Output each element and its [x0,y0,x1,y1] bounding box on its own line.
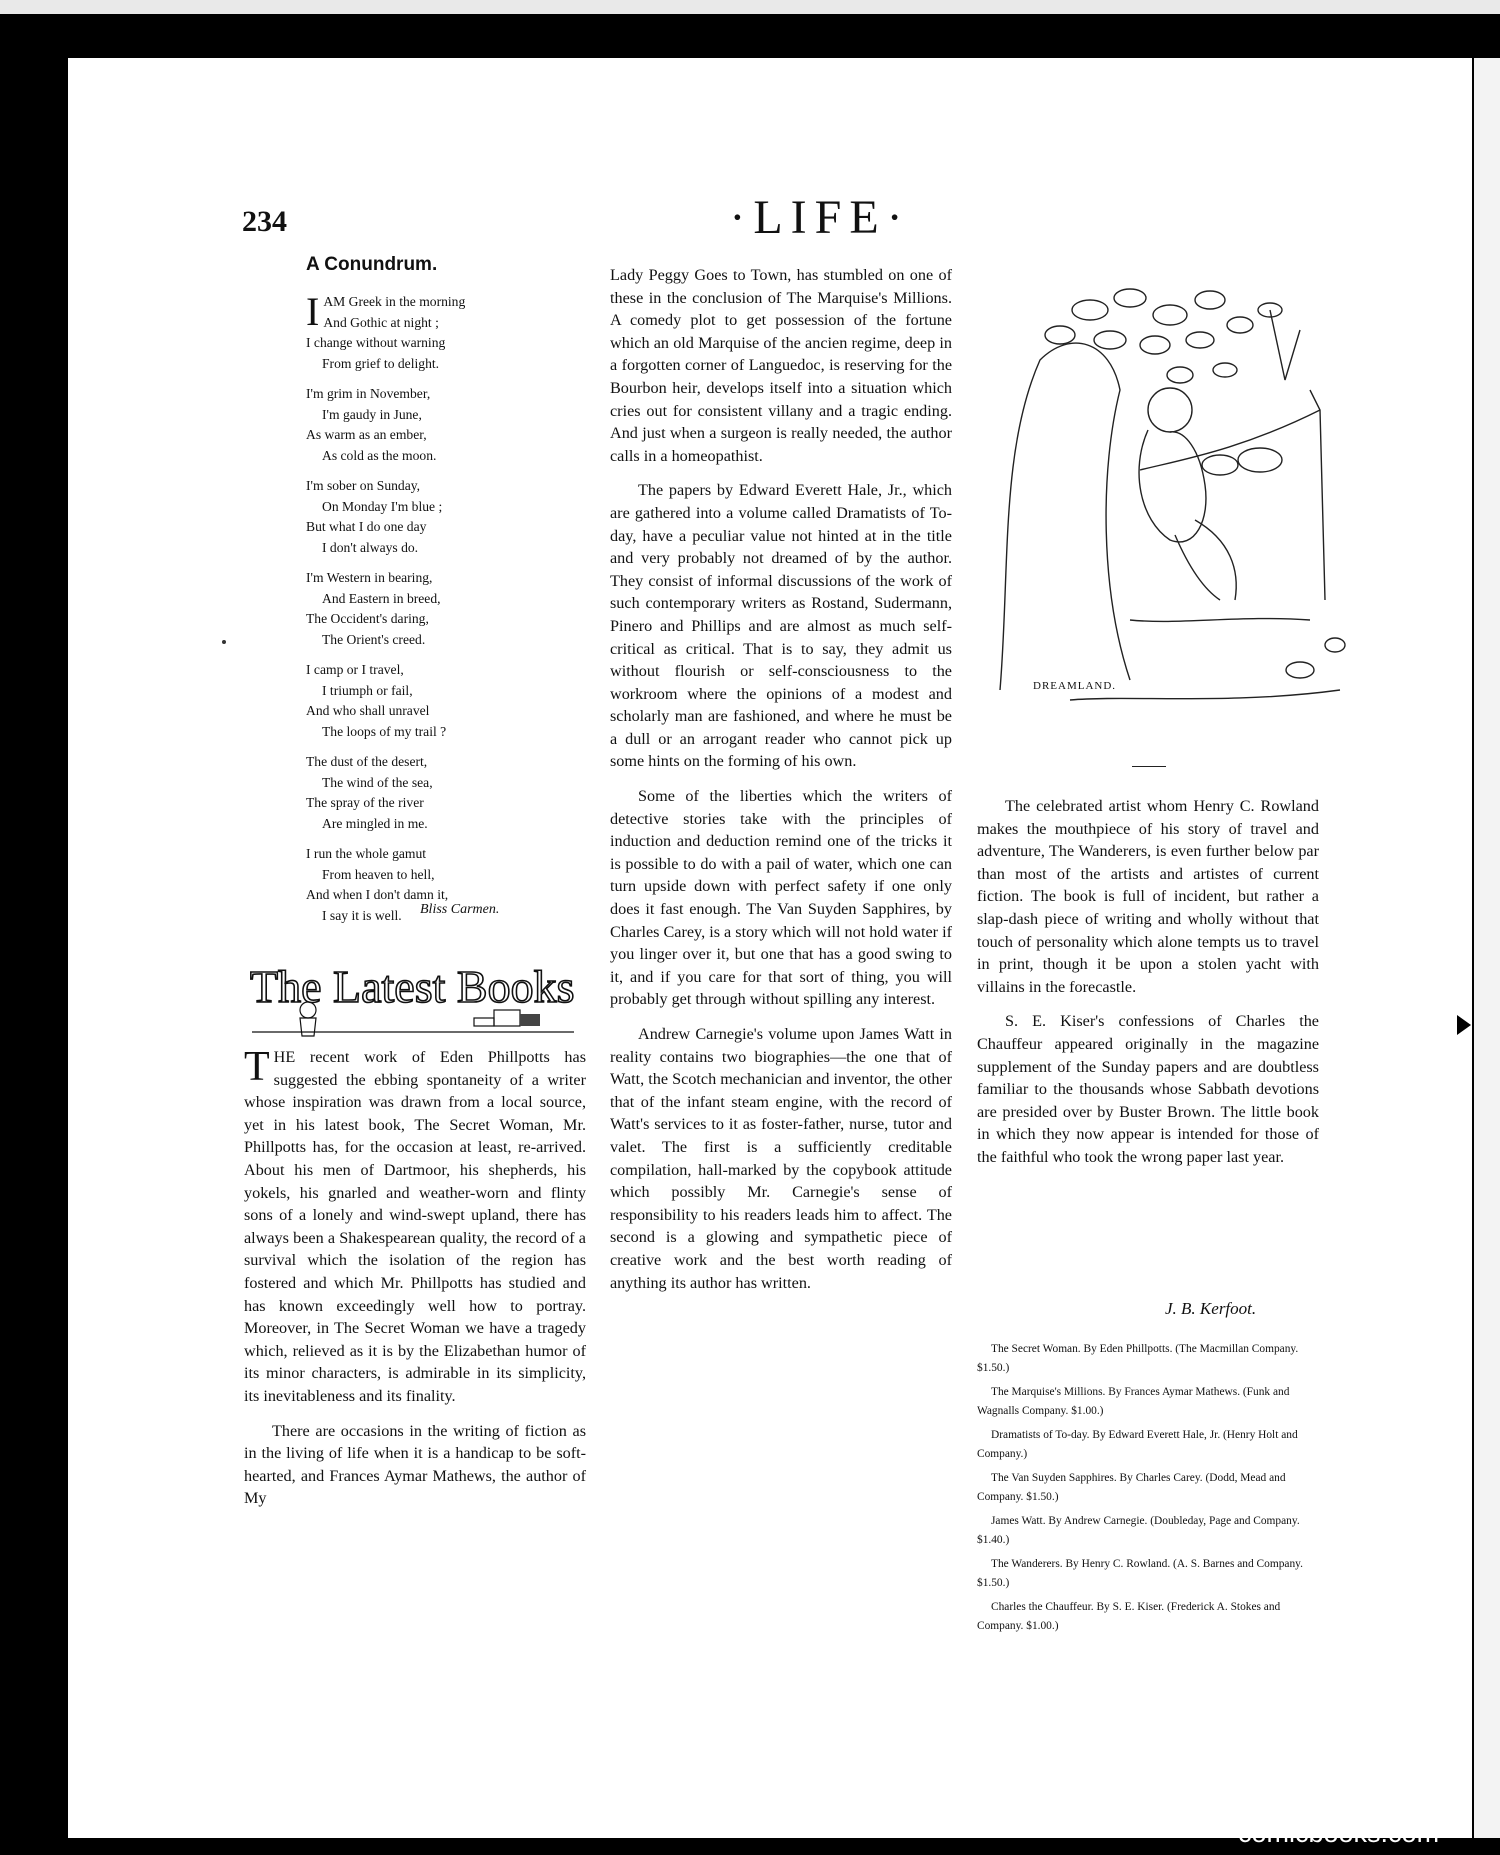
book-reference: Dramatists of To-day. By Edward Everett Hale, Jr. (Henry Holt and Company.) [977,1429,1298,1460]
scanner-top-edge [0,0,1500,15]
poem-line: I don't always do. [322,539,419,555]
poem-line: I camp or I travel, [306,662,404,677]
latest-books-logo [244,940,584,1040]
poem-stanza [306,568,546,650]
poem-dropcap: I [306,289,320,334]
poem-line: I say it is well. [322,907,402,923]
poem-line: Are mingled in me. [322,815,428,831]
book-reference: The Secret Woman. By Eden Phillpotts. (The Macmillan Company. $1.50.) [977,1343,1299,1374]
illustration-caption: DREAMLAND. [1033,680,1117,692]
poem-line: I'm grim in November, [306,386,431,401]
paragraph: Andrew Carnegie's volume upon James Watt in reality contains two biographies—the one that of Watt, the Scotch mechanician and inventor, the other that of the infant steam engine, with the record of Watt's services to it as foster-father, nurse, tutor and valet. The first is a sufficiently creditable compilation, hall-marked by the copybook attitude which possibly Mr. Carnegie's sense of responsibility to his readers leads him to affect. The second is a glowing and sympathetic piece of creative work and the best worth reading of anything its author has written. [610,1025,952,1292]
paragraph [244,1046,586,1408]
next-page-edge [1472,58,1500,1838]
poem-line: I change without warning [306,335,446,350]
paragraph: Some of the liberties which the writers of detective stories take with the principles of induction and deduction remind one of the tricks it is possible to do with a pail of water, which one can turn upside down with perfect safety if one only does it fast enough. The Van Suyden Sapphires, by Charles Carey, is a story which will not hold water if you linger over it, but one that has a good swing to it, and if you care for that sort of thing, you will probably get through without spilling any interest. [610,787,952,1009]
poem-line: The dust of the desert, [306,754,428,769]
poem-body [306,289,546,936]
poem-line: And when I don't damn it, [306,887,449,902]
masthead-title: ·LIFE· [729,191,911,244]
poem-line: The wind of the sea, [322,774,433,790]
dreamland-illustration [980,270,1355,720]
book-reference: James Watt. By Andrew Carnegie. (Doubleday, Page and Company. $1.40.) [977,1515,1300,1546]
poem-line: The spray of the river [306,795,424,810]
paragraph: The celebrated artist whom Henry C. Rowland makes the mouthpiece of his story of travel and adventure, The Wanderers, is even further below par than most of the artists and artistes of current fiction. The book is full of incident, but rather a slap-dash piece of writing and wholly without that touch of personality which alone tempts us to travel in print, though it be upon a stolen yacht with villains in the forecastle. [977,797,1319,996]
paragraph-text: HE recent work of Eden Phillpotts has suggested the ebbing spontaneity of a writer whose inspiration was drawn from a local source, yet in his latest book, The Secret Woman, Mr. Phillpotts has, for the occasion at least, re-arrived. About his men of Dartmoor, his shepherds, his yokels, his gnarled and weather-worn and flinty sons of a lonely and wind-swept upland, there has always been a Shakespearean quality, the record of a survival which the isolation of the region has fostered and which Mr. Phillpotts has studied and has known exceedingly well how to portray. Moreover, in The Secret Woman we have a tragedy which, relieved as it is by the Elizabethan humor of its minor characters, is admirable in its simplicity, its inevitableness and its finality. [244,1048,586,1405]
poem-line: I triumph or fail, [322,682,413,698]
poem-line: And Eastern in breed, [322,590,441,606]
poem-line: I'm Western in bearing, [306,570,433,585]
article-column-1 [244,1046,586,1522]
poem-stanza [306,752,546,834]
book-references [977,1340,1319,1641]
poem-stanza [306,384,546,466]
poem-line: But what I do one day [306,519,427,534]
paragraph: Lady Peggy Goes to Town, has stumbled on one of these in the conclusion of The Marquise's Millions. A comedy plot to get possession of the fortune which an old Marquise of the ancien regime, deep in a forgotten corner of Languedoc, is reserving for the Bourbon heir, develops itself into a situation which cries out for consistent villany and a tragic ending. And just when a surgeon is really needed, the author calls in a homeopathist. [610,266,952,465]
poem-line: On Monday I'm blue ; [322,498,443,514]
article-dropcap: T [244,1044,270,1090]
latest-books-logo-text: The Latest Books [250,961,575,1012]
book-reference: The Wanderers. By Henry C. Rowland. (A. S. Barnes and Company. $1.50.) [977,1558,1303,1589]
page-marker-arrow-icon [1457,1015,1471,1035]
book-reference: Charles the Chauffeur. By S. E. Kiser. (Frederick A. Stokes and Company. $1.00.) [977,1601,1281,1632]
poem-line: From heaven to hell, [322,866,435,882]
poem-line: As warm as an ember, [306,427,427,442]
poem-line: As cold as the moon. [322,447,437,463]
page-number: 234 [242,205,287,238]
poem-line: I run the whole gamut [306,846,427,861]
reviewer-signature: J. B. Kerfoot. [1165,1299,1257,1318]
poem-stanza [306,289,546,374]
poem-line: The loops of my trail ? [322,723,447,739]
poem-line: AM Greek in the morning [323,294,466,309]
poem-stanza [306,476,546,558]
poem-line: The Occident's daring, [306,611,429,626]
paragraph: S. E. Kiser's confessions of Charles the Chauffeur appeared originally in the magazine supplement of the Sunday papers and are doubtless familiar to the thousands whose Sabbath devotions are presided over by Buster Brown. The little book in which they now appear is intended for those of the faithful who took the wrong paper last year. [977,1012,1319,1166]
article-column-2 [610,264,952,1306]
article-column-3 [977,795,1319,1181]
book-reference: The Marquise's Millions. By Frances Aymar Mathews. (Funk and Wagnalls Company. $1.00.) [977,1386,1290,1417]
poem-line: And who shall unravel [306,703,430,718]
poem-line: I'm sober on Sunday, [306,478,421,493]
watermark: comicbooks.com [1238,1818,1440,1848]
ink-speck [222,640,226,644]
poem-line: From grief to delight. [322,355,440,371]
paragraph: There are occasions in the writing of fiction as in the living of life when it is a handicap to be soft-hearted, and Frances Aymar Mathews, the author of My [244,1421,586,1508]
poem-stanza [306,660,546,742]
book-reference: The Van Suyden Sapphires. By Charles Carey. (Dodd, Mead and Company. $1.50.) [977,1472,1286,1503]
poem-line: The Orient's creed. [322,631,426,647]
poem-line: And Gothic at night ; [323,314,439,330]
poem-author: Bliss Carmen. [420,902,500,917]
poem-line: I'm gaudy in June, [322,406,422,422]
poem-title: A Conundrum. [306,254,438,275]
section-divider [1132,766,1166,767]
paragraph: The papers by Edward Everett Hale, Jr., which are gathered into a volume called Dramatists of To-day, have a peculiar value not hinted at in the title and very probably not dreamed of by the author. They consist of informal discussions of the work of such contemporary writers as Rostand, Sudermann, Pinero and Phillips and are almost as much self-critical as critical. That is to say, they admit us without flourish or self-consciousness to the workroom where the opinions of a modest and scholarly man are fashioned, and where he must be a dull or an arrogant reader who cannot pick up some hints on the forming of his own. [610,481,952,771]
